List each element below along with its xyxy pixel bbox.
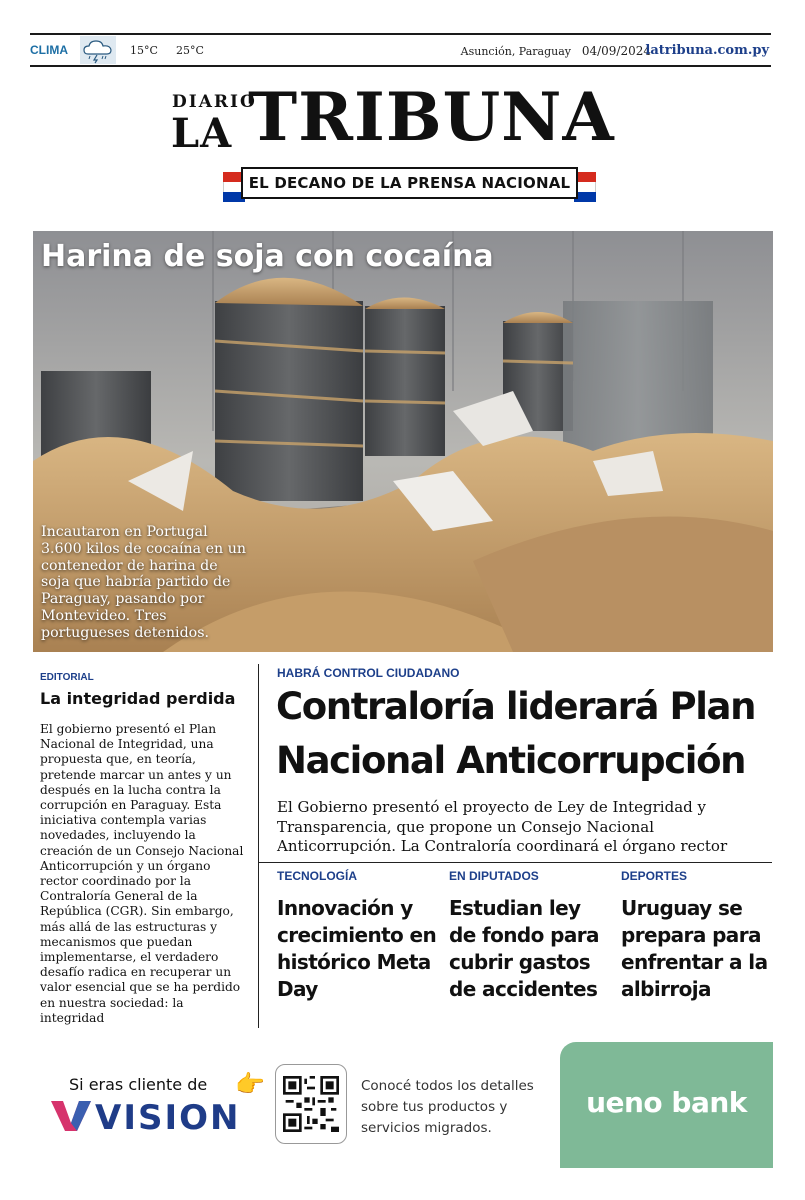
ueno-bank-panel[interactable] [560, 1042, 773, 1168]
main-kicker: HABRÁ CONTROL CIUDADANO [277, 666, 460, 680]
masthead-name: TRIBUNA [248, 78, 615, 156]
story-kicker: DEPORTES [621, 869, 688, 883]
story-kicker: TECNOLOGÍA [277, 869, 357, 883]
weather-date-bar [30, 33, 771, 67]
ad-copy: Conocé todos los detalles sobre tus productos y servicios migrados. [361, 1078, 534, 1136]
weather-label: CLIMA [30, 43, 68, 57]
hero-caption: Incautaron en Portugal 3.600 kilos de cocaína en un contenedor de harina de soja que habría partido de Paraguay, pasando por Montevideo. Tres portugueses detenidos. [41, 524, 246, 641]
temp-max: 25°C [176, 44, 204, 57]
ad-intro: Si eras cliente de [69, 1075, 208, 1094]
qr-code-frame[interactable] [275, 1064, 347, 1144]
secondary-story[interactable] [621, 869, 781, 1003]
story-divider [258, 862, 772, 863]
storm-cloud-icon [80, 36, 116, 64]
location: Asunción, Paraguay [460, 45, 571, 58]
tagline: EL DECANO DE LA PRENSA NACIONAL [241, 167, 578, 199]
secondary-story[interactable] [449, 869, 609, 1003]
story-kicker: EN DIPUTADOS [449, 869, 539, 883]
column-divider [258, 664, 259, 1028]
temp-min: 15°C [130, 44, 158, 57]
story-headline: Innovación y crecimiento en histórico Meta Day [277, 896, 437, 1001]
editorial-kicker: EDITORIAL [40, 672, 94, 683]
hero-headline: Harina de soja con cocaína [41, 239, 494, 274]
date: 04/09/2024 [581, 44, 651, 58]
website-link[interactable]: latribuna.com.py [645, 43, 769, 58]
main-summary: El Gobierno presentó el proyecto de Ley de Integridad y Transparencia, que propone un Consejo Nacional Anticorrupción. La Contraloría coordinará el órgano rector [277, 798, 728, 855]
hero-story[interactable] [33, 231, 773, 652]
story-headline: Estudian ley de fondo para cubrir gastos de accidentes [449, 896, 599, 1001]
editorial-title: La integridad perdida [40, 689, 236, 708]
main-headline: Contraloría liderará Plan Nacional Anticorrupción [276, 685, 756, 782]
vision-wordmark: VISION [95, 1098, 241, 1138]
masthead-diario: DIARIO [172, 92, 257, 112]
qr-code-icon [283, 1076, 339, 1132]
advertisement[interactable] [33, 1042, 773, 1168]
editorial-body: El gobierno presentó el Plan Nacional de Integridad, una propuesta que, en teoría, pretende marcar un antes y un después en la lucha contra la corrupción en Paraguay. Esta iniciativa contempla varias novedades, incluyendo la creación de un Consejo Nacional Anticorrupción y un órgano rector coordinado por la Contraloría General de la República (CGR). Sin embargo, más allá de las estructuras y mecanismos que puedan implementarse, el verdadero desafío radica en recuperar un valor esencial que se ha perdido en nuestra sociedad: la integridad [40, 722, 244, 1025]
ueno-bank-logo: ueno bank [586, 1086, 747, 1119]
masthead-la: LA [171, 110, 233, 157]
pointing-hand-icon: 👉 [235, 1070, 265, 1098]
vision-logo [49, 1095, 241, 1138]
secondary-story[interactable] [277, 869, 437, 1003]
story-headline: Uruguay se prepara para enfrentar a la albirroja [621, 896, 768, 1001]
tagline-banner [223, 167, 596, 207]
